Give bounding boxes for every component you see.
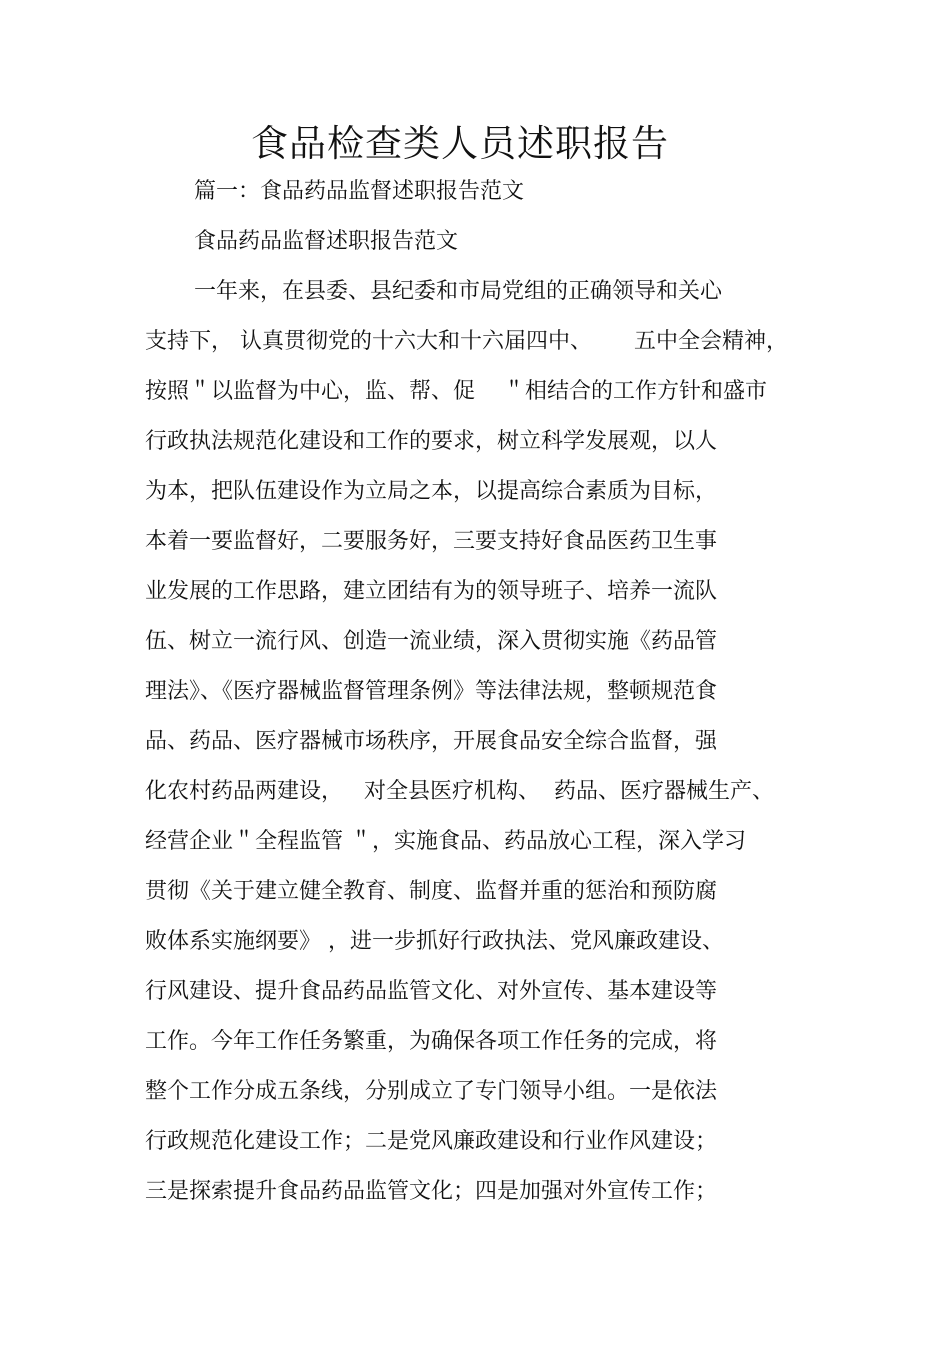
body-line: 为本，把队伍建设作为立局之本，以提高综合素质为目标，: [145, 479, 718, 504]
body-line: 理法》、《医疗器械监督管理条例》等法律法规，整顿规范食: [145, 679, 718, 704]
body-line: 品、药品、医疗器械市场秩序，开展食品安全综合监督，强: [145, 729, 718, 754]
body-line: 行风建设、提升食品药品监管文化、对外宣传、基本建设等: [145, 979, 718, 1004]
body-line: 贯彻《关于建立健全教育、制度、监督并重的惩治和预防腐: [145, 879, 718, 904]
body-line: 一年来，在县委、县纪委和市局党组的正确领导和关心: [194, 279, 723, 304]
body-line: 化农村药品两建设， 对全县医疗机构、 药品、医疗器械生产、: [145, 779, 774, 804]
body-line: 经营企业＂全程监管 ＂，实施食品、药品放心工程，深入学习: [145, 829, 746, 854]
body-line: 行政规范化建设工作；二是党风廉政建设和行业作风建设；: [145, 1129, 718, 1154]
body-line: 业发展的工作思路，建立团结有为的领导班子、培养一流队: [145, 579, 718, 604]
body-line: 伍、树立一流行风、创造一流业绩，深入贯彻实施《药品管: [145, 629, 718, 654]
body-line: 行政执法规范化建设和工作的要求，树立科学发展观，以人: [145, 429, 718, 454]
body-line: 整个工作分成五条线，分别成立了专门领导小组。一是依法: [145, 1079, 718, 1104]
document-title: 食品检查类人员述职报告: [251, 122, 669, 165]
body-line: 三是探索提升食品药品监管文化；四是加强对外宣传工作；: [145, 1179, 718, 1204]
body-line: 按照＂以监督为中心，监、帮、促 ＂相结合的工作方针和盛市: [145, 379, 767, 404]
body-line: 支持下， 认真贯彻党的十六大和十六届四中、 五中全会精神，: [145, 329, 788, 354]
body-line: 工作。今年工作任务繁重，为确保各项工作任务的完成，将: [145, 1029, 718, 1054]
body-line: 本着一要监督好，二要服务好，三要支持好食品医药卫生事: [145, 529, 718, 554]
section-heading: 食品药品监督述职报告范文: [194, 229, 459, 254]
body-line: 败体系实施纲要》 ，进一步抓好行政执法、党风廉政建设、: [145, 929, 724, 954]
section-subtitle: 篇一：食品药品监督述职报告范文: [194, 179, 525, 204]
